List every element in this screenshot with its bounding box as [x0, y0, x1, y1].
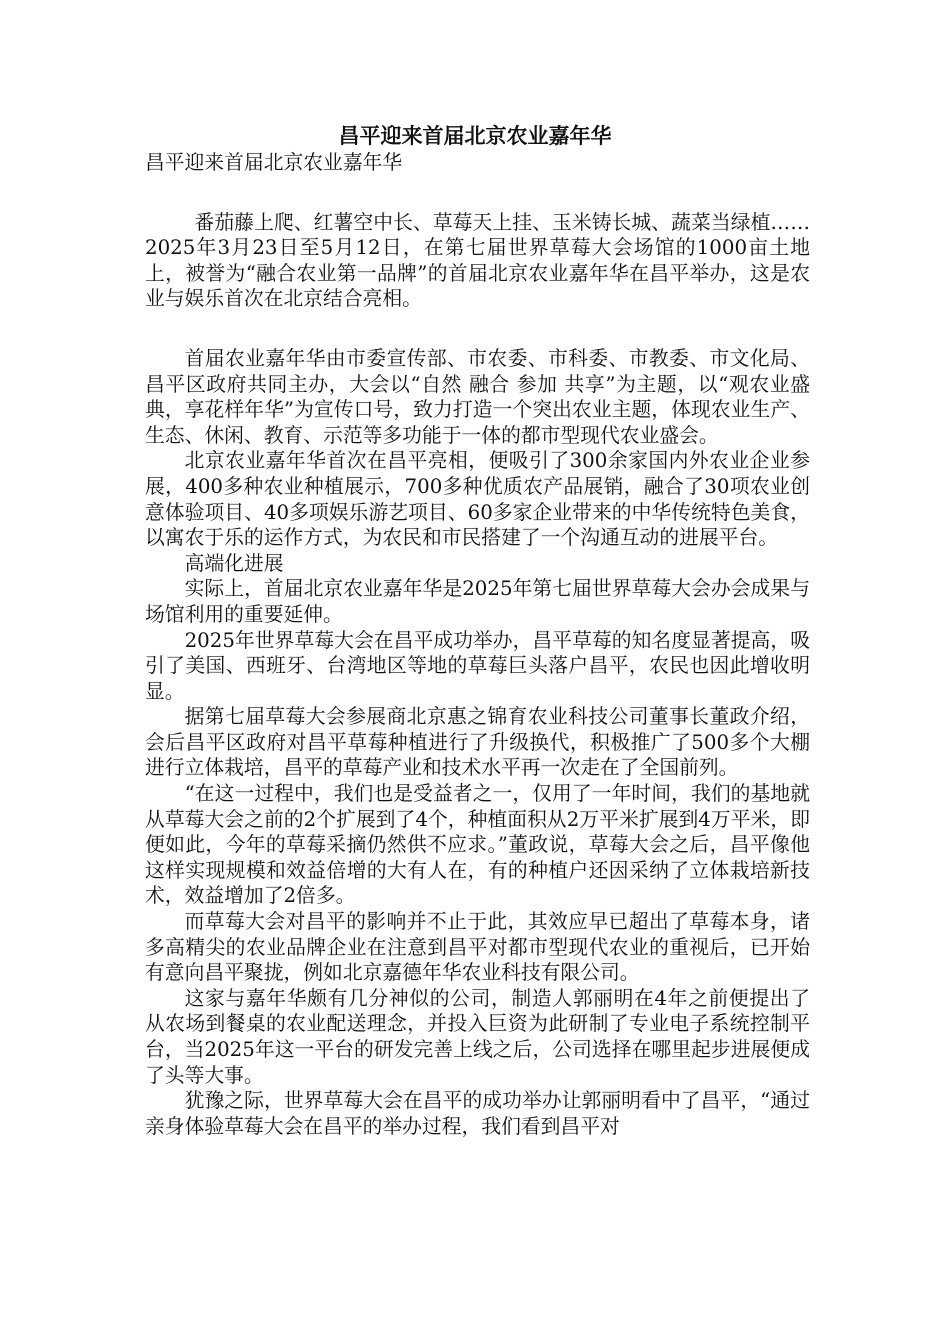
section-heading: 高端化进展 [184, 551, 284, 575]
body-paragraph: “在这一过程中，我们也是受益者之一，仅用了一年时间，我们的基地就从草莓大会之前的2个扩展到了4个，种植面积从2万平米扩展到4万平米，即便如此，今年的草莓采摘仍然供不应求。”董政说，草莓大会之后，昌平像他这样实现规模和效益倍增的大有人在，有的种植户还因采纳了立体栽培新技术，效益增加了2倍多。 [145, 782, 810, 908]
body-paragraph: 北京农业嘉年华首次在昌平亮相，便吸引了300余家国内外农业企业参展，400多种农业种植展示，700多种优质农产品展销，融合了30项农业创意体验项目、40多项娱乐游艺项目、60多家企业带来的中华传统特色美食，以寓农于乐的运作方式，为农民和市民搭建了一个沟通互动的进展平台。 [145, 449, 810, 550]
body-paragraph: 2025年世界草莓大会在昌平成功举办，昌平草莓的知名度显著提高，吸引了美国、西班牙、台湾地区等地的草莓巨头落户昌平，农民也因此增收明显。 [145, 628, 810, 703]
body-paragraph: 而草莓大会对昌平的影响并不止于此，其效应早已超出了草莓本身，诸多高精尖的农业品牌企业在注意到昌平对都市型现代农业的重视后，已开始有意向昌平聚拢，例如北京嘉德年华农业科技有限公司。 [145, 910, 810, 985]
body-paragraph: 实际上，首届北京农业嘉年华是2025年第七届世界草莓大会办会成果与场馆利用的重要延伸。 [145, 577, 810, 626]
body-paragraph: 首届农业嘉年华由市委宣传部、市农委、市科委、市教委、市文化局、昌平区政府共同主办，大会以“自然 融合 参加 共享”为主题，以“观农业盛典，享花样年华”为宣传口号，致力打造一个突出农业主题，体现农业生产、生态、休闲、教育、示范等多功能于一体的都市型现代农业盛会。 [145, 346, 810, 447]
document-body [145, 150, 810, 1139]
body-paragraph: 据第七届草莓大会参展商北京惠之锦育农业科技公司董事长董政介绍，会后昌平区政府对昌平草莓种植进行了升级换代，积极推广了500多个大棚进行立体栽培，昌平的草莓产业和技术水平再一次走在了全国前列。 [145, 705, 810, 780]
body-paragraph: 这家与嘉年华颇有几分神似的公司，制造人郭丽明在4年之前便提出了从农场到餐桌的农业配送理念，并投入巨资为此研制了专业电子系统控制平台，当2025年这一平台的研发完善上线之后，公司选择在哪里起步进展便成了头等大事。 [145, 986, 810, 1087]
document-title: 昌平迎来首届北京农业嘉年华 [338, 123, 612, 148]
body-paragraph: 犹豫之际，世界草莓大会在昌平的成功举办让郭丽明看中了昌平，“通过亲身体验草莓大会在昌平的举办过程，我们看到昌平对 [145, 1089, 810, 1138]
document-subtitle: 昌平迎来首届北京农业嘉年华 [145, 151, 403, 174]
body-paragraph: 番茄藤上爬、红薯空中长、草莓天上挂、玉米铸长城、蔬菜当绿植……2025年3月23日至5月12日，在第七届世界草莓大会场馆的1000亩土地上，被誉为“融合农业第一品牌”的首届北京农业嘉年华在昌平举办，这是农业与娱乐首次在北京结合亮相。 [145, 210, 810, 311]
